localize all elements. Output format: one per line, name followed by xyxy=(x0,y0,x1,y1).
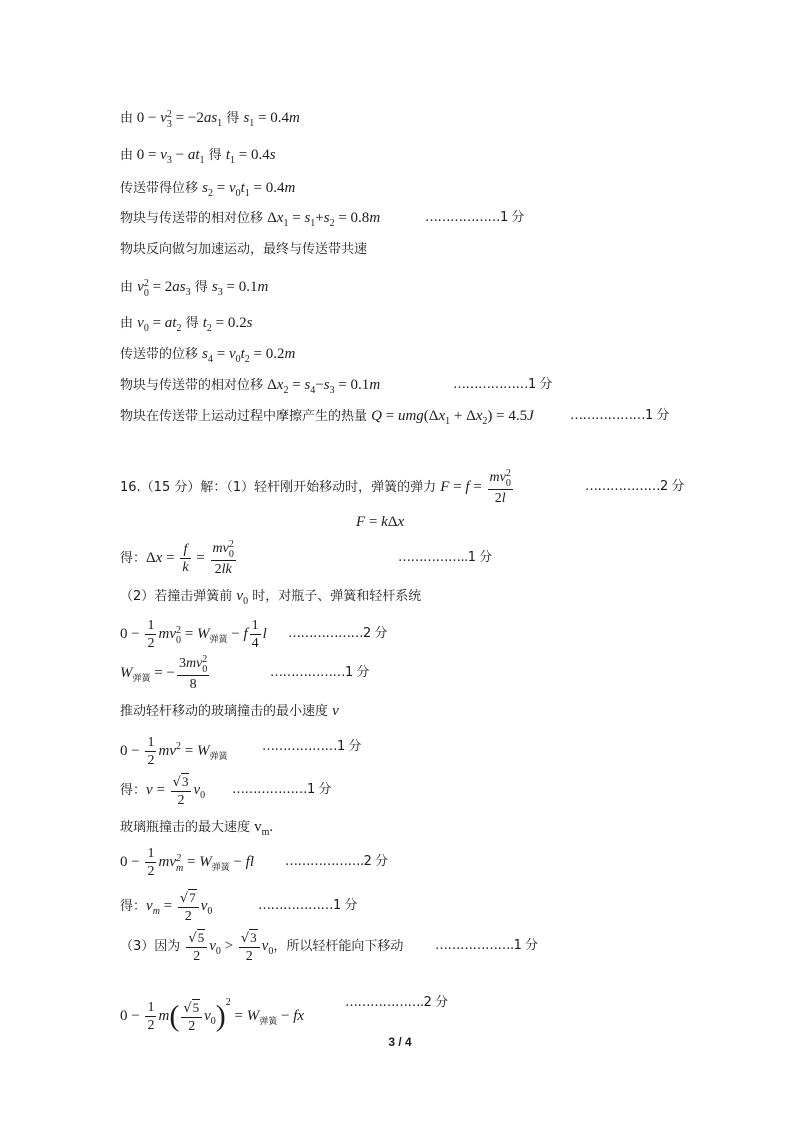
math-variable: v xyxy=(169,626,176,642)
subscript: 0 xyxy=(268,946,274,957)
math-variable: m xyxy=(212,540,223,556)
math-text: = xyxy=(148,315,165,331)
subscript: 1 xyxy=(217,118,223,129)
math-text: = 0.4 xyxy=(254,110,289,126)
fraction-denominator: 2 xyxy=(188,1018,196,1034)
math-text: = xyxy=(180,743,197,759)
math-text: = xyxy=(212,346,229,362)
subscript: 2 xyxy=(244,354,250,365)
math-text: 0 = xyxy=(133,147,161,163)
math-variable: m xyxy=(158,743,170,759)
superscript: 2 xyxy=(175,853,181,864)
subscript: 0 xyxy=(243,596,249,607)
fraction xyxy=(145,999,156,1034)
subscript: 弹簧 xyxy=(209,635,228,645)
math-text: − xyxy=(227,626,244,642)
math-variable: s xyxy=(243,110,250,126)
text: 传送带的位移 xyxy=(120,347,203,362)
math-variable: m xyxy=(289,110,300,126)
subscript: 0 xyxy=(228,548,234,560)
subscript: m xyxy=(261,827,270,838)
math-variable: m xyxy=(158,626,170,642)
math-variable: at xyxy=(164,315,177,331)
fraction-denominator: 2 xyxy=(184,908,192,924)
math-text: . xyxy=(269,819,274,835)
radical-sign: √ xyxy=(188,930,197,946)
math-variable: v xyxy=(200,898,208,914)
text: （3）因为 xyxy=(120,939,185,954)
left-parenthesis: ( xyxy=(169,999,180,1033)
math-variable: m xyxy=(369,210,381,226)
line-6 xyxy=(120,267,268,307)
math-variable: W xyxy=(246,1008,260,1024)
subscript: 1 xyxy=(199,155,205,166)
text: 物块与传送带的相对位移 xyxy=(120,378,268,393)
line-24 xyxy=(120,978,305,1034)
subscript: 弹簧 xyxy=(259,1017,278,1027)
math-variable: W xyxy=(199,854,212,870)
math-variable: v xyxy=(261,938,269,954)
sup-sub-stack xyxy=(229,540,234,560)
subscript: 2 xyxy=(283,385,289,396)
subscript: 0 xyxy=(207,906,213,917)
text: 得 xyxy=(222,111,244,126)
fraction-numerator xyxy=(488,469,513,490)
math-variable: s xyxy=(211,279,218,295)
math-variable: W xyxy=(196,626,210,642)
text: ，所以轻杆能向下移动 xyxy=(273,939,404,954)
fraction xyxy=(171,773,192,809)
math-variable: lk xyxy=(221,561,232,577)
text: 得： xyxy=(120,551,147,566)
math-text: Δ xyxy=(267,377,277,393)
math-variable: m xyxy=(257,279,269,295)
line-19 xyxy=(120,770,205,810)
math-text: = xyxy=(162,550,179,566)
fraction xyxy=(250,617,261,652)
fraction-numerator xyxy=(211,540,236,561)
fraction-numerator: 1 xyxy=(147,735,155,750)
subscript: 1 xyxy=(283,218,289,229)
math-text: = xyxy=(381,408,398,424)
text: 由 xyxy=(120,280,138,295)
right-parenthesis: ) xyxy=(215,999,226,1033)
subscript: 2 xyxy=(206,323,212,334)
math-text: = xyxy=(469,479,486,495)
math-text: − xyxy=(277,1008,294,1024)
math-text: = − xyxy=(150,665,175,681)
fraction xyxy=(177,655,209,693)
text: 物块反向做匀加速运动，最终与传送带共速 xyxy=(120,242,368,257)
math-variable: t xyxy=(240,180,245,196)
subscript: 2 xyxy=(176,323,182,334)
subscript: 2 xyxy=(482,416,488,427)
subscript: 0 xyxy=(210,1016,216,1027)
math-text: v xyxy=(254,819,262,835)
math-variable: v xyxy=(332,703,339,719)
math-variable: s xyxy=(246,315,253,331)
math-variable: x xyxy=(475,408,483,424)
math-variable: m xyxy=(489,469,500,485)
text: 推动轻杆移动的玻璃撞击的最小速度 xyxy=(120,704,333,719)
subscript: m xyxy=(175,863,184,874)
math-variable: m xyxy=(158,1008,170,1024)
math-variable: x xyxy=(155,550,163,566)
math-text: = 0.8 xyxy=(334,210,370,226)
text: 得 xyxy=(190,280,212,295)
fraction-denominator: 2 xyxy=(147,864,155,879)
fraction xyxy=(145,734,156,769)
math-text: − xyxy=(315,377,324,393)
math-variable: v xyxy=(146,898,153,914)
math-text: Δ xyxy=(267,210,277,226)
math-text: 2 xyxy=(494,490,502,506)
math-variable: x xyxy=(276,377,284,393)
fraction xyxy=(239,929,260,965)
fraction xyxy=(180,541,190,576)
superscript: 2 xyxy=(175,741,181,752)
subscript: 3 xyxy=(329,385,335,396)
text: 时，对瓶子、弹簧和轻杆系统 xyxy=(248,589,422,604)
superscript: 2 xyxy=(175,625,181,636)
fraction-numerator: f xyxy=(180,541,190,559)
superscript: 2 xyxy=(228,538,234,550)
text: 物块与传送带的相对位移 xyxy=(120,211,268,226)
fraction-numerator xyxy=(239,929,260,948)
math-text: > xyxy=(220,938,237,954)
math-text: = xyxy=(192,550,209,566)
math-variable: t xyxy=(202,315,207,331)
math-variable: Q xyxy=(371,408,382,424)
math-text: = 0.1 xyxy=(222,279,258,295)
radical-sign: √ xyxy=(179,890,189,906)
math-variable: f xyxy=(465,479,470,495)
radicand: 5 xyxy=(197,929,205,945)
math-variable: v xyxy=(209,938,216,954)
math-variable: m xyxy=(158,854,170,870)
math-variable: fx xyxy=(293,1008,305,1024)
math-text: = xyxy=(230,1008,247,1024)
subscript: 弹簧 xyxy=(209,752,228,762)
fraction-denominator: 2 xyxy=(177,792,185,808)
math-text: − xyxy=(171,147,188,163)
line-10 xyxy=(120,396,534,436)
math-variable: m xyxy=(284,346,296,362)
fraction-denominator xyxy=(488,490,513,507)
math-variable: v xyxy=(193,782,201,798)
text: 由 xyxy=(120,316,138,331)
math-text: + xyxy=(315,210,324,226)
math-variable: v xyxy=(228,180,236,196)
subscript: 0 xyxy=(215,946,221,957)
line-14 xyxy=(120,576,421,616)
math-variable: v xyxy=(137,315,144,331)
line-20 xyxy=(120,807,273,847)
math-variable: t xyxy=(240,346,245,362)
math-text: = 0.2 xyxy=(211,315,247,331)
fraction-denominator xyxy=(211,561,236,578)
math-text: = 0.4 xyxy=(234,147,270,163)
math-text: = xyxy=(159,898,176,914)
subscript: 0 xyxy=(505,477,511,489)
line-16 xyxy=(120,653,211,693)
subscript: 0 xyxy=(143,323,149,334)
math-text: = xyxy=(152,782,169,798)
fraction-denominator: 2 xyxy=(193,948,201,964)
math-text: 3 xyxy=(178,655,186,671)
math-variable: at xyxy=(187,147,200,163)
subscript: 4 xyxy=(310,385,316,396)
math-variable: m xyxy=(185,655,197,671)
math-text: 2 xyxy=(214,561,222,577)
score-line-22: ………………1 分 xyxy=(258,898,357,913)
score-line-15: ………………2 分 xyxy=(288,626,387,641)
subscript: 0 xyxy=(202,663,208,675)
score-line-24: ……………….2 分 xyxy=(345,995,448,1010)
sup-sub-stack xyxy=(202,655,207,675)
math-variable: F xyxy=(440,479,450,495)
text: 由 xyxy=(120,148,134,163)
line-12 xyxy=(356,502,404,542)
radical-sign: √ xyxy=(172,774,181,790)
fraction xyxy=(181,999,202,1035)
line-11 xyxy=(120,467,515,507)
score-line-21: ……………….2 分 xyxy=(285,854,388,869)
subscript: 1 xyxy=(249,118,255,129)
math-variable: v xyxy=(204,1008,211,1024)
math-variable: as xyxy=(203,110,218,126)
math-text: 0 − xyxy=(120,1008,144,1024)
math-text: = xyxy=(180,626,197,642)
text: 玻璃瓶撞击的最大速度 xyxy=(120,820,255,835)
math-variable: s xyxy=(202,180,208,196)
line-15 xyxy=(120,614,267,654)
subscript: 1 xyxy=(244,188,250,199)
math-variable: W xyxy=(196,743,210,759)
subscript: 3 xyxy=(217,287,223,298)
subscript: 4 xyxy=(207,354,213,365)
subscript: 3 xyxy=(166,119,172,130)
math-variable: k xyxy=(381,514,388,530)
subscript: 弹簧 xyxy=(211,863,230,873)
fraction xyxy=(211,540,236,578)
line-1 xyxy=(120,98,300,138)
math-variable: as xyxy=(172,279,186,295)
score-line-23: ……………….1 分 xyxy=(435,938,538,953)
math-variable: v xyxy=(499,469,506,485)
fraction-denominator: 2 xyxy=(147,753,155,768)
subscript: 0 xyxy=(235,188,241,199)
math-text: = xyxy=(212,180,229,196)
radicand: 3 xyxy=(250,929,257,945)
math-variable: fl xyxy=(245,854,255,870)
score-line-10: ………………1 分 xyxy=(570,408,669,423)
math-text: 0 − xyxy=(133,110,161,126)
math-variable: v xyxy=(137,279,144,295)
fraction-numerator xyxy=(178,889,199,908)
score-line-9: ………………1 分 xyxy=(453,377,552,392)
math-variable: v xyxy=(228,346,236,362)
math-variable: x xyxy=(276,210,284,226)
subscript: 2 xyxy=(329,218,335,229)
superscript: 2 xyxy=(202,653,208,665)
text: （2）若撞击弹簧前 xyxy=(120,589,237,604)
fraction-numerator xyxy=(177,655,209,676)
math-variable: v xyxy=(236,588,244,604)
line-23 xyxy=(120,926,403,966)
math-variable: s xyxy=(304,377,311,393)
math-text: = 0.2 xyxy=(249,346,285,362)
radicand: 7 xyxy=(189,889,196,905)
score-line-13: ……………..1 分 xyxy=(398,550,492,565)
line-21 xyxy=(120,842,254,882)
math-text: = xyxy=(183,854,200,870)
subscript: 3 xyxy=(166,155,172,166)
subscript: 3 xyxy=(185,287,191,298)
score-line-19: ………………1 分 xyxy=(232,782,331,797)
fraction-numerator xyxy=(186,929,207,948)
math-variable: v xyxy=(169,854,176,870)
fraction-denominator: 8 xyxy=(189,676,197,692)
subscript: 1 xyxy=(445,416,451,427)
math-variable: x xyxy=(438,408,446,424)
math-variable: v xyxy=(222,540,229,556)
math-variable: s xyxy=(323,377,330,393)
text: 得： xyxy=(120,783,147,798)
math-text: + Δ xyxy=(450,408,476,424)
score-line-16: ………………1 分 xyxy=(270,665,369,680)
fraction-numerator: 1 xyxy=(251,618,259,633)
score-line-11: ………………2 分 xyxy=(585,479,684,494)
math-text: (Δ xyxy=(423,408,439,424)
subscript: m xyxy=(152,906,160,917)
text: 得 xyxy=(204,148,226,163)
math-text: 0 − xyxy=(120,743,144,759)
fraction-numerator xyxy=(171,773,192,792)
math-text: ) = 4.5 xyxy=(487,408,528,424)
subscript: 0 xyxy=(235,354,241,365)
math-text: = 0.4 xyxy=(249,180,285,196)
fraction-numerator: 1 xyxy=(147,846,155,861)
line-18 xyxy=(120,727,227,767)
math-variable: s xyxy=(202,346,208,362)
text: 16.（15 分）解：（1）轻杆刚开始移动时，弹簧的弹力 xyxy=(120,480,441,495)
math-variable: v xyxy=(160,147,167,163)
fraction-denominator: 4 xyxy=(251,636,259,651)
fraction-denominator: 2 xyxy=(147,636,155,651)
subscript: 0 xyxy=(175,635,181,646)
math-text: = xyxy=(288,377,305,393)
math-variable: v xyxy=(169,743,176,759)
fraction xyxy=(145,617,156,652)
math-variable: f xyxy=(243,626,248,642)
fraction-numerator: 1 xyxy=(147,1000,155,1015)
subscript: 0 xyxy=(200,790,206,801)
fraction-numerator: 1 xyxy=(147,618,155,633)
math-variable: t xyxy=(225,147,230,163)
text: 由 xyxy=(120,111,134,126)
line-13 xyxy=(120,538,238,578)
fraction xyxy=(488,469,513,507)
math-variable: x xyxy=(397,514,405,530)
math-variable: m xyxy=(369,377,381,393)
radical-sign: √ xyxy=(183,1000,192,1016)
math-text: 0 − xyxy=(120,854,144,870)
math-variable: l xyxy=(501,490,506,506)
text: 得 xyxy=(181,316,203,331)
math-variable: s xyxy=(323,210,330,226)
fraction-denominator: 2 xyxy=(147,1018,155,1033)
line-22 xyxy=(120,886,212,926)
math-text: = xyxy=(288,210,305,226)
superscript: 2 xyxy=(166,109,172,120)
math-text: 0 − xyxy=(120,626,144,642)
subscript: 0 xyxy=(143,288,149,299)
subscript: 弹簧 xyxy=(132,674,151,684)
subscript: 1 xyxy=(229,155,235,166)
line-5 xyxy=(120,230,367,270)
radicand: 5 xyxy=(192,999,200,1015)
fraction xyxy=(145,845,156,880)
math-variable: s xyxy=(304,210,311,226)
fraction-numerator xyxy=(181,999,202,1018)
math-text: = 0.1 xyxy=(334,377,370,393)
radicand: 3 xyxy=(181,773,189,789)
math-variable: v xyxy=(196,655,203,671)
math-variable: W xyxy=(120,665,133,681)
math-variable: v xyxy=(160,110,167,126)
math-text: = xyxy=(365,514,382,530)
math-variable: l xyxy=(262,626,267,642)
radical-sign: √ xyxy=(240,930,250,946)
fraction-denominator: 2 xyxy=(245,948,253,964)
math-text: = 2 xyxy=(148,279,173,295)
subscript: 2 xyxy=(207,188,213,199)
fraction xyxy=(178,889,199,925)
text: 得： xyxy=(120,899,147,914)
math-text: Δ xyxy=(387,514,398,530)
text: 物块在传送带上运动过程中摩擦产生的热量 xyxy=(120,409,372,424)
math-variable: m xyxy=(284,180,296,196)
math-text: = −2 xyxy=(171,110,204,126)
subscript: 1 xyxy=(310,218,316,229)
superscript: 2 xyxy=(143,278,149,289)
math-text: Δ xyxy=(146,550,156,566)
superscript: 2 xyxy=(505,467,511,479)
score-line-18: ………………1 分 xyxy=(262,739,361,754)
math-variable: v xyxy=(146,782,153,798)
math-variable: s xyxy=(269,147,276,163)
math-variable: J xyxy=(527,408,534,424)
page-number: 3 / 4 xyxy=(388,1035,412,1049)
text: 传送带得位移 xyxy=(120,181,203,196)
math-text: = xyxy=(449,479,466,495)
fraction-denominator: k xyxy=(182,560,189,575)
math-text: − xyxy=(229,854,246,870)
sup-sub-stack xyxy=(506,469,511,489)
math-variable: umg xyxy=(397,408,424,424)
fraction xyxy=(186,929,207,965)
superscript: 2 xyxy=(225,997,231,1008)
math-variable: F xyxy=(356,514,366,530)
line-17 xyxy=(120,691,339,731)
score-line-4: ………………1 分 xyxy=(425,210,524,225)
